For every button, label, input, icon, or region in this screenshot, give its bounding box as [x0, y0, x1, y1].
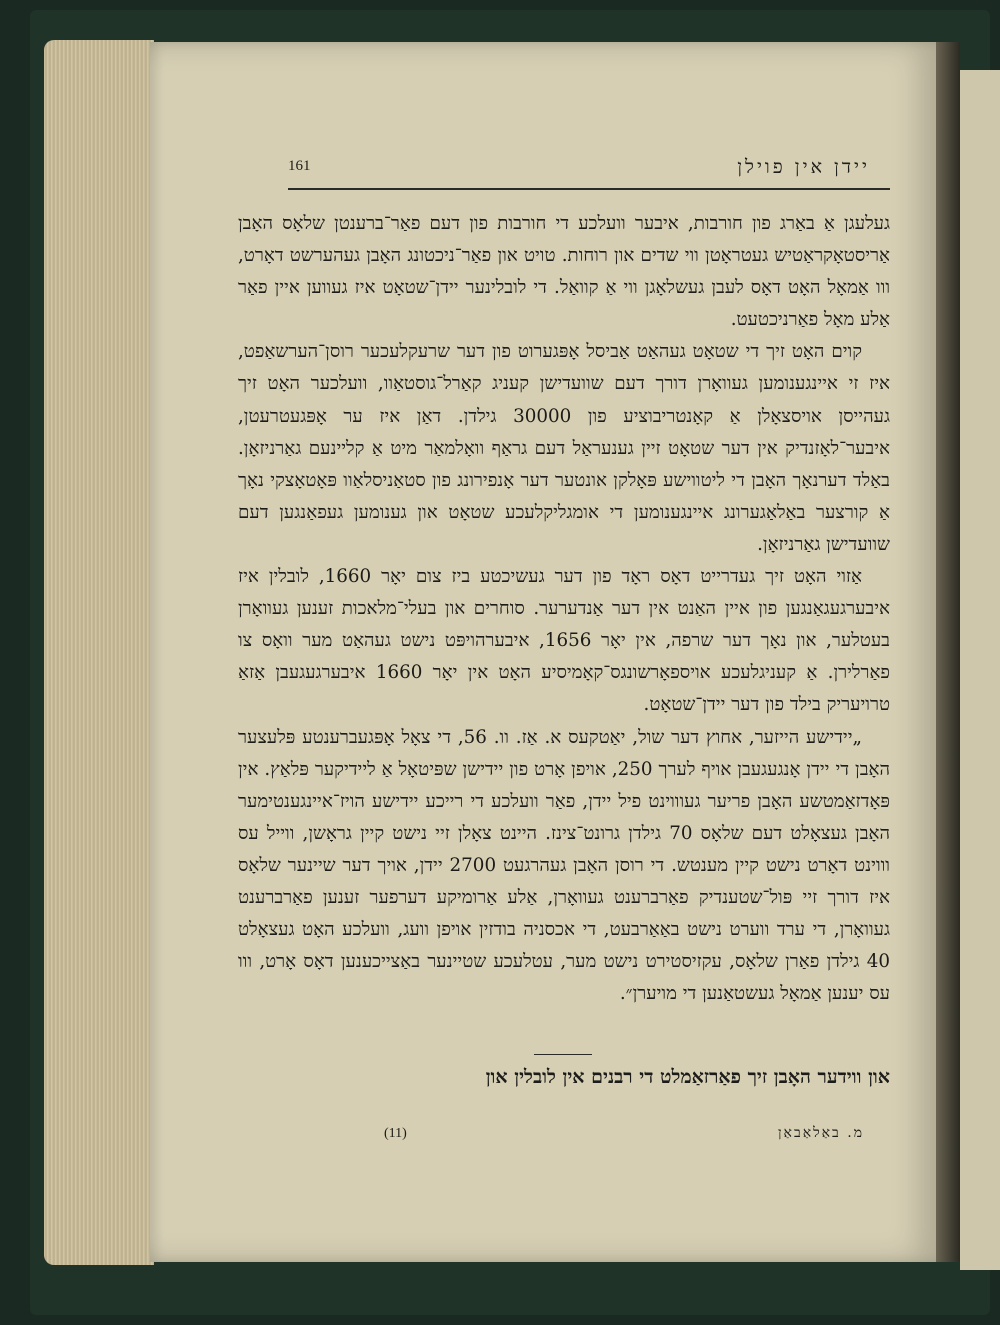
page-edges — [44, 40, 154, 1265]
page-number: 161 — [288, 158, 311, 174]
facing-page-edge — [960, 70, 1000, 1270]
page-header — [288, 158, 890, 190]
section-divider — [534, 1054, 592, 1055]
paragraph: „יידישע הייזער, אחוץ דער שול, יאַטקעס א. אַז. וו. 56, די צאָל אָפּגעברענטע פּלעצער האָבן די יידן אָנגעגעבן אויף לערך 250, אויפן אָרט פון יידישן שפּיטאָל אַ ליידיקער פּלאַץ. אין פּאָדזאַמטשע האָבן פריער געוווינט פיל יידן, פאַר וועלכע די רייכע יידישע הויז־איינגענטימער האָבן געצאָלט דעם שלאָס 70 גילדן גרונט־צינז. היינט צאָלן זיי נישט קיין גראָשן, ווייל עס וווינט דאָרט נישט קיין מענטש. די רוסן האָבן געהרגעט 2700 יידן, אויך דער שיינער שלאָס איז דורך זיי פּול־שטענדיק פאַרברענט געוואָרן, אַלע אַרומיקע דערפער זענען פאַרברענט געוואָרן, די ערד ווערט נישט באַאַרבעט, די אכסניה בודזין אויפן וועג, וועלכע האָט געצאָלט 40 גילדן פאַרן שלאָס, עקזיסטירט נישט מער, עטלעכע שטיינער באַצייכענען דאָס אָרט, ווו עס יענען אַמאָל געשטאַנען די מויערן״. — [238, 726, 890, 1005]
book-gutter — [936, 42, 960, 1262]
paragraph: געלעגן אַ באַרג פון חורבות, איבער וועלכע די חורבות פון דעם פאַר־ברענטן שלאָס האָבן אַריסטאָקראַטיש געטראָטן ווי שדים און רוחות. טויט און פאַר־ניכטונג האָבן געהערשט דאָרט, ווו אַמאָל האָט דאָס לעבן געשלאָגן ווי אַ קוואַל. די לובלינער יידן־שטאָט איז געווען איין פאַר אַלע מאָל פאַרניכטעט. — [238, 213, 890, 331]
sheet-number: (11) — [384, 1126, 407, 1141]
running-title: יידן אין פוילן — [737, 156, 870, 178]
final-line: און ווידער האָבן זיך פאַרזאַמלט די רבנים אין לובלין און — [485, 1066, 890, 1088]
printer-signature: מ. באַלאַבאַן — [777, 1125, 864, 1141]
paragraph: אַזוי האָט זיך געדרייט דאָס ראָד פון דער געשיכטע ביז צום יאָר 1660, לובלין איז איבערגעגאַנגען פון איין האַנט אין דער אַנדערער. סוחרים און בעלי־מלאכות זענען געוואָרן בעטלער, און נאָך דער שרפה, אין יאָר 1656, איבערהויפּט נישט געהאַט מער וואָס צו פאַרלירן. אַ קעניגלעכע אויספאָרשונגס־קאָמיסיע האָט אין יאָר 1660 איבערגעגעבן אַזאַ טרויעריק בילד פון דער יידן־שטאָט. — [238, 566, 890, 716]
paragraph: קוים האָט זיך די שטאָט געהאַט אַביסל אָפּגערוט פון דער שרעקלעכער רוסן־הערשאַפט, איז זי איינגענומען געוואָרן דורך דעם שוועדישן קעניג קאַרל־גוסטאַוו, וועלכער האָט זיך געהייסן אויסצאָלן אַ קאָנטריבוציע פון 30000 גילדן. דאַן איז ער אָפּגעטרעטן, איבער־לאָזנדיק אין דער שטאָט זיין גענעראַל דעם גראַף וואָלמאַר מיט אַ קליינעם גאַרניזאָן. באַלד דערנאָך האָבן די ליטווישע פּאָלקן אונטער דער אָנפירונג פון סטאַניסלאַוו פּאָטאָצקי נאָך אַ קורצער באַלאַגערונג איינגענומען די אומגליקלעכע שטאָט און גענומען געפאַנגען דעם שוועדישן גאַרניזאָן. — [238, 341, 890, 555]
body-text — [238, 208, 890, 1010]
